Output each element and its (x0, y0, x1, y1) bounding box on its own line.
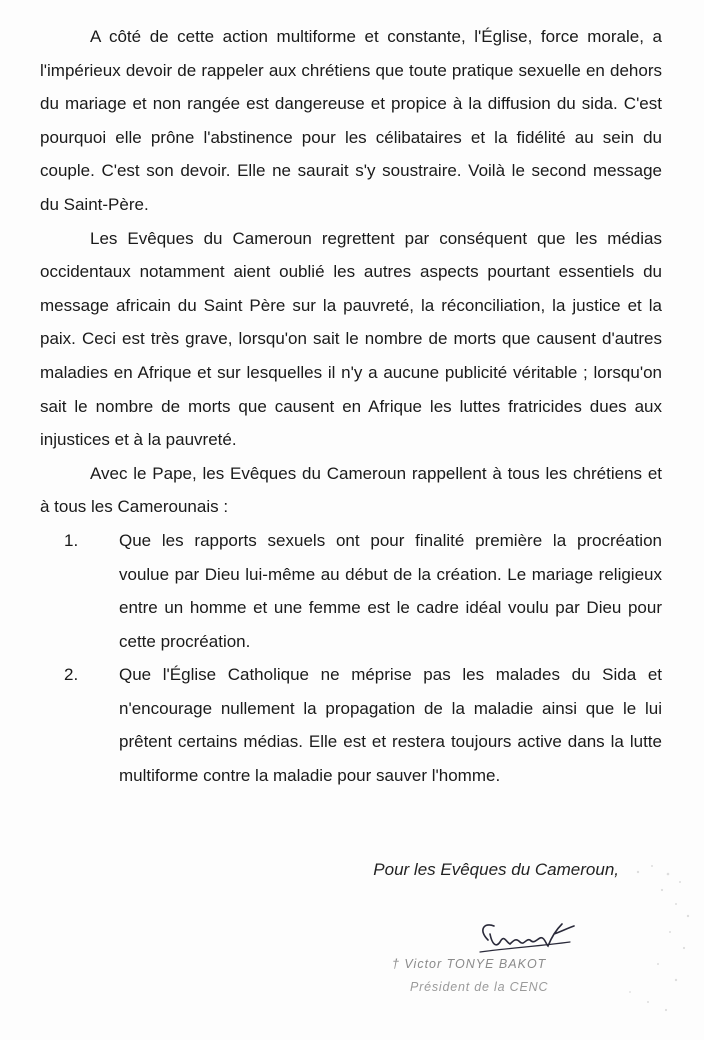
paragraph: Les Evêques du Cameroun regrettent par conséquent que les médias occidentaux notamment aient oublié les autres aspects pourtant essentiels du message africain du Saint Père sur la pauvreté, la réconciliation, la justice et la paix. Ceci est très grave, lorsqu'on sait le nombre de morts que causent d'autres maladies en Afrique et sur lesquelles il n'y a aucune publicité véritable ; lorsqu'on sait le nombre de morts que causent en Afrique les luttes fratricides dues aux injustices et à la pauvreté. (40, 228, 662, 450)
list-item-number: 1. (64, 530, 79, 550)
handwritten-signature (470, 912, 590, 962)
signoff-line: Pour les Evêques du Cameroun, (373, 860, 619, 879)
numbered-list (40, 524, 662, 793)
signer-title: Président de la CENC (410, 980, 549, 994)
list-item (40, 658, 662, 792)
list-item-text: Que les rapports sexuels ont pour finalité première la procréation voulue par Dieu lui-même au début de la création. Le mariage religieux entre un homme et une femme est le cadre idéal voulu par Dieu pour cette procréation. (119, 530, 662, 651)
document-body (40, 20, 662, 793)
list-item-text: Que l'Église Catholique ne méprise pas les malades du Sida et n'encourage nullement la propagation de la maladie ainsi que le lui prêtent certains médias. Elle est et restera toujours active dans la lutte multiforme contre la maladie pour sauver l'homme. (119, 665, 662, 786)
list-item (40, 524, 662, 658)
signer-name: † Victor TONYE BAKOT (392, 957, 547, 971)
scan-artifact (618, 852, 698, 1022)
paragraph: Avec le Pape, les Evêques du Cameroun rappellent à tous les chrétiens et à tous les Camerounais : (40, 463, 662, 517)
paragraph: A côté de cette action multiforme et constante, l'Église, force morale, a l'impérieux devoir de rappeler aux chrétiens que toute pratique sexuelle en dehors du mariage et non rangée est dangereuse et propice à la diffusion du sida. C'est pourquoi elle prône l'abstinence pour les célibataires et la fidélité au sein du couple. C'est son devoir. Elle ne saurait s'y soustraire. Voilà le second message du Saint-Père. (40, 27, 662, 214)
list-item-number: 2. (64, 665, 79, 685)
